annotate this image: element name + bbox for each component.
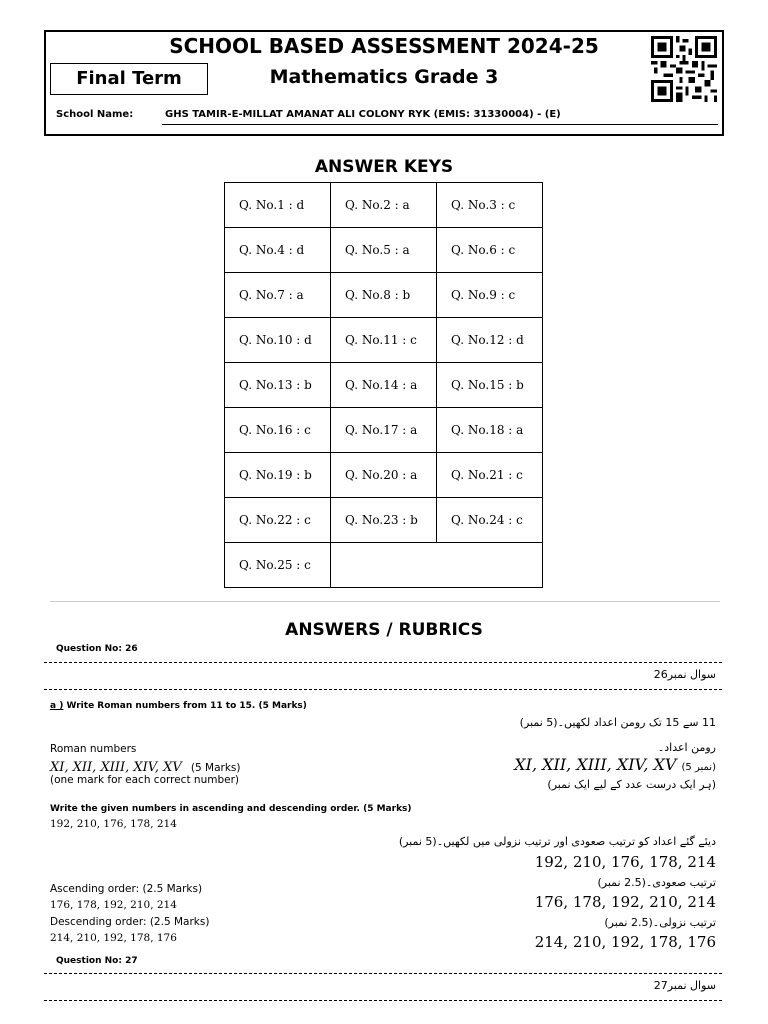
table-cell: Q. No.20 : a: [331, 453, 437, 498]
roman-note: (one mark for each correct number): [50, 774, 239, 786]
question-26-urdu-label: سوال نمبر26: [653, 668, 716, 681]
table-row: [225, 183, 543, 228]
part-b-heading: Write the given numbers in ascending and descending order. (5 Marks): [50, 804, 412, 814]
ascending-answer: 176, 178, 192, 210, 214: [50, 899, 177, 911]
answer-keys-title: ANSWER KEYS: [314, 157, 454, 177]
table-cell: Q. No.1 : d: [225, 183, 331, 228]
roman-label: Roman numbers: [50, 743, 137, 755]
table-row: [225, 543, 543, 588]
table-cell: Q. No.10 : d: [225, 318, 331, 363]
ascending-label: Ascending order: (2.5 Marks): [50, 883, 203, 895]
table-cell: Q. No.15 : b: [437, 363, 543, 408]
question-26-label: Question No: 26: [56, 644, 138, 654]
table-cell: Q. No.2 : a: [331, 183, 437, 228]
table-cell-empty: [437, 543, 543, 588]
given-numbers-urdu: 192, 210, 176, 178, 214: [534, 853, 716, 871]
descending-label: Descending order: (2.5 Marks): [50, 916, 210, 928]
table-row: [225, 228, 543, 273]
roman-answer-line: [50, 756, 240, 775]
roman-urdu-answer-line: [514, 755, 716, 774]
table-cell: Q. No.3 : c: [437, 183, 543, 228]
table-cell: Q. No.6 : c: [437, 228, 543, 273]
term-badge: Final Term: [50, 63, 208, 95]
roman-urdu-note: (ہر ایک درست عدد کے لیے ایک نمبر): [547, 778, 716, 791]
school-name-value: GHS TAMIR-E-MILLAT AMANAT ALI COLONY RYK (EMIS: 31330004) - (E): [165, 109, 561, 120]
descending-urdu-answer: 214, 210, 192, 178, 176: [534, 933, 716, 951]
descending-urdu-label: ترتیب نزولی۔(2.5 نمبر): [604, 916, 716, 929]
given-numbers: 192, 210, 176, 178, 214: [50, 818, 177, 830]
school-name-underline: [162, 124, 718, 125]
table-cell: Q. No.23 : b: [331, 498, 437, 543]
table-cell: Q. No.21 : c: [437, 453, 543, 498]
subject-title: Mathematics Grade 3: [269, 66, 499, 88]
table-cell: Q. No.16 : c: [225, 408, 331, 453]
part-a-marker: a ): [50, 701, 64, 711]
table-row: [225, 363, 543, 408]
answer-keys-table: [224, 182, 543, 588]
ascending-urdu-answer: 176, 178, 192, 210, 214: [534, 893, 716, 911]
table-cell: Q. No.11 : c: [331, 318, 437, 363]
table-cell: Q. No.22 : c: [225, 498, 331, 543]
table-row: [225, 453, 543, 498]
table-cell: Q. No.14 : a: [331, 363, 437, 408]
table-cell: Q. No.18 : a: [437, 408, 543, 453]
roman-urdu-label: رومن اعداد۔: [657, 741, 716, 754]
roman-answer: XI, XII, XIII, XIV, XV: [50, 760, 182, 775]
table-row: [225, 408, 543, 453]
qr-code-icon: [650, 36, 718, 102]
table-cell: Q. No.8 : b: [331, 273, 437, 318]
part-a-urdu: 11 سے 15 تک رومن اعداد لکھیں۔(5 نمبر): [519, 716, 716, 729]
school-name-label: School Name:: [56, 109, 134, 120]
dotted-separator: [44, 689, 722, 690]
question-27-urdu-label: سوال نمبر27: [653, 979, 716, 992]
table-cell: Q. No.25 : c: [225, 543, 331, 588]
roman-urdu-marks: (5 نمبر): [681, 762, 716, 773]
table-cell: Q. No.12 : d: [437, 318, 543, 363]
roman-urdu-answer: XI, XII, XIII, XIV, XV: [514, 755, 677, 774]
dotted-separator: [44, 662, 722, 663]
part-a-heading: [50, 701, 307, 711]
dotted-separator: [44, 973, 722, 974]
dotted-separator: [44, 1000, 722, 1001]
table-cell: Q. No.24 : c: [437, 498, 543, 543]
section-divider: [50, 601, 720, 602]
table-row: [225, 273, 543, 318]
table-cell: Q. No.4 : d: [225, 228, 331, 273]
part-a-text: Write Roman numbers from 11 to 15. (5 Marks): [66, 701, 307, 711]
table-cell: Q. No.19 : b: [225, 453, 331, 498]
table-row: [225, 498, 543, 543]
ascending-urdu-label: ترتیب صعودی۔(2.5 نمبر): [597, 876, 716, 889]
question-27-label: Question No: 27: [56, 956, 138, 966]
table-cell: Q. No.17 : a: [331, 408, 437, 453]
roman-marks: (5 Marks): [190, 762, 241, 774]
table-cell-empty: [331, 543, 437, 588]
page-title: SCHOOL BASED ASSESSMENT 2024-25: [169, 34, 599, 58]
rubrics-title: ANSWERS / RUBRICS: [285, 620, 483, 640]
table-cell: Q. No.7 : a: [225, 273, 331, 318]
table-cell: Q. No.5 : a: [331, 228, 437, 273]
part-b-urdu: دیئے گئے اعداد کو ترتیب صعودی اور ترتیب نزولی میں لکھیں۔(5 نمبر): [398, 835, 716, 848]
table-cell: Q. No.9 : c: [437, 273, 543, 318]
table-row: [225, 318, 543, 363]
table-cell: Q. No.13 : b: [225, 363, 331, 408]
descending-answer: 214, 210, 192, 178, 176: [50, 932, 177, 944]
